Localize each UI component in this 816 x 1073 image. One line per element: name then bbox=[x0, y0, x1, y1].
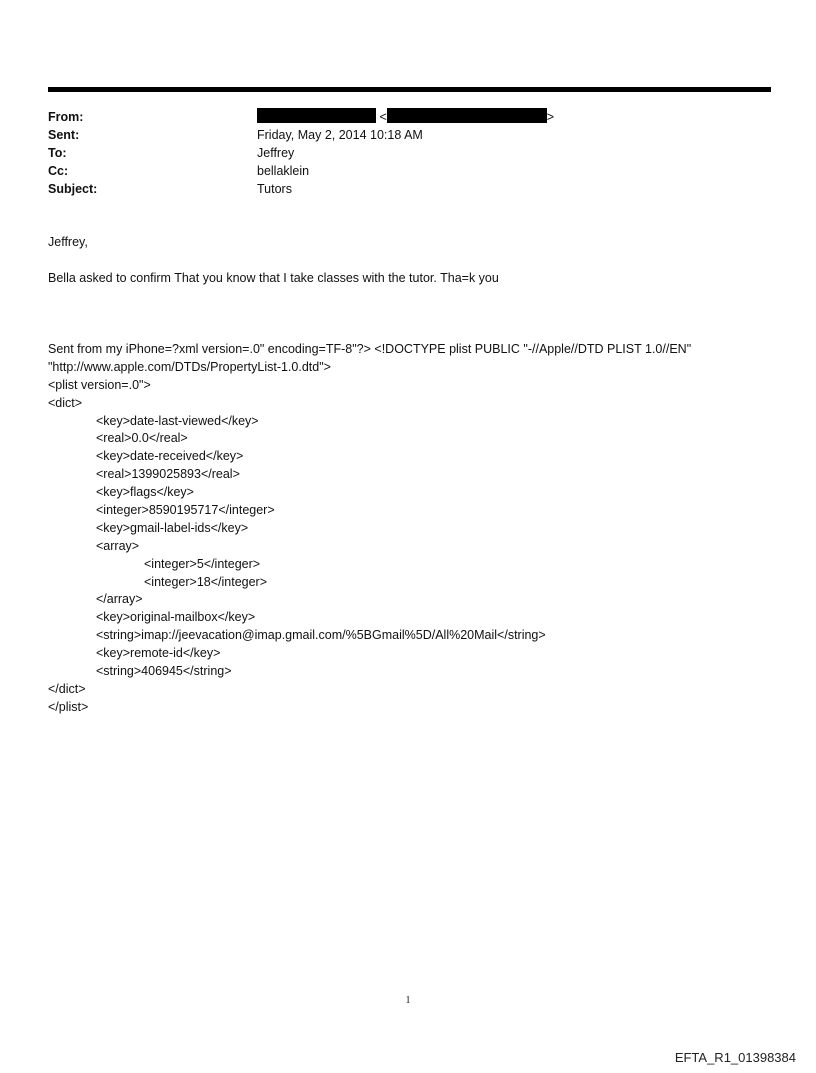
code-line: "http://www.apple.com/DTDs/PropertyList-1.0.dtd"> bbox=[48, 359, 331, 374]
code-line: </array> bbox=[96, 592, 143, 607]
from-row bbox=[48, 108, 748, 126]
code-line: <key>date-received</key> bbox=[96, 449, 244, 464]
code-line: <key>original-mailbox</key> bbox=[96, 610, 256, 625]
from-lt: < bbox=[379, 110, 387, 124]
page-number: 1 bbox=[405, 995, 411, 1006]
code-line: <integer>18</integer> bbox=[144, 574, 268, 589]
to-value: Jeffrey bbox=[257, 146, 295, 160]
code-line: <dict> bbox=[48, 395, 83, 410]
code-line: <key>remote-id</key> bbox=[96, 646, 221, 661]
from-label: From: bbox=[48, 110, 84, 124]
redacted-sender-email bbox=[387, 108, 547, 123]
code-line: <real>1399025893</real> bbox=[96, 467, 240, 482]
sent-label: Sent: bbox=[48, 128, 80, 142]
from-gt: > bbox=[546, 110, 555, 124]
code-line: <array> bbox=[96, 538, 140, 553]
code-line: <integer>8590195717</integer> bbox=[96, 503, 275, 518]
document-id: EFTA_R1_01398384 bbox=[674, 1050, 796, 1065]
greeting: Jeffrey, bbox=[48, 235, 88, 249]
code-line: <string>imap://jeevacation@imap.gmail.com/%5BGmail%5D/All%20Mail</string> bbox=[96, 628, 546, 643]
from-value bbox=[257, 108, 554, 126]
sent-row bbox=[48, 126, 748, 144]
to-row bbox=[48, 144, 748, 162]
code-line: <key>flags</key> bbox=[96, 485, 194, 500]
code-line: <integer>5</integer> bbox=[144, 556, 261, 571]
plist-block bbox=[48, 341, 778, 717]
subject-row bbox=[48, 180, 748, 198]
cc-row bbox=[48, 162, 748, 180]
code-line: <real>0.0</real> bbox=[96, 431, 188, 446]
sent-value: Friday, May 2, 2014 10:18 AM bbox=[257, 128, 423, 142]
code-line: </dict> bbox=[48, 681, 86, 696]
cc-label: Cc: bbox=[48, 164, 69, 178]
code-line: Sent from my iPhone=?xml version=.0" encoding=TF-8"?> <!DOCTYPE plist PUBLIC "-//Apple//DTD PLIST 1.0//EN" bbox=[48, 342, 692, 356]
code-line: <key>date-last-viewed</key> bbox=[96, 413, 259, 428]
code-line: <plist version=.0"> bbox=[48, 377, 151, 392]
code-line: <string>406945</string> bbox=[96, 664, 232, 679]
subject-value: Tutors bbox=[257, 182, 292, 196]
code-line: </plist> bbox=[48, 699, 89, 714]
to-label: To: bbox=[48, 146, 67, 160]
subject-label: Subject: bbox=[48, 182, 98, 196]
email-header bbox=[48, 108, 748, 198]
redacted-sender-name bbox=[257, 108, 376, 123]
cc-value: bellaklein bbox=[257, 164, 310, 178]
message: Bella asked to confirm That you know that I take classes with the tutor. Tha=k you bbox=[48, 271, 499, 285]
code-line: <key>gmail-label-ids</key> bbox=[96, 520, 249, 535]
email-body bbox=[48, 233, 778, 287]
header-rule bbox=[48, 87, 771, 92]
